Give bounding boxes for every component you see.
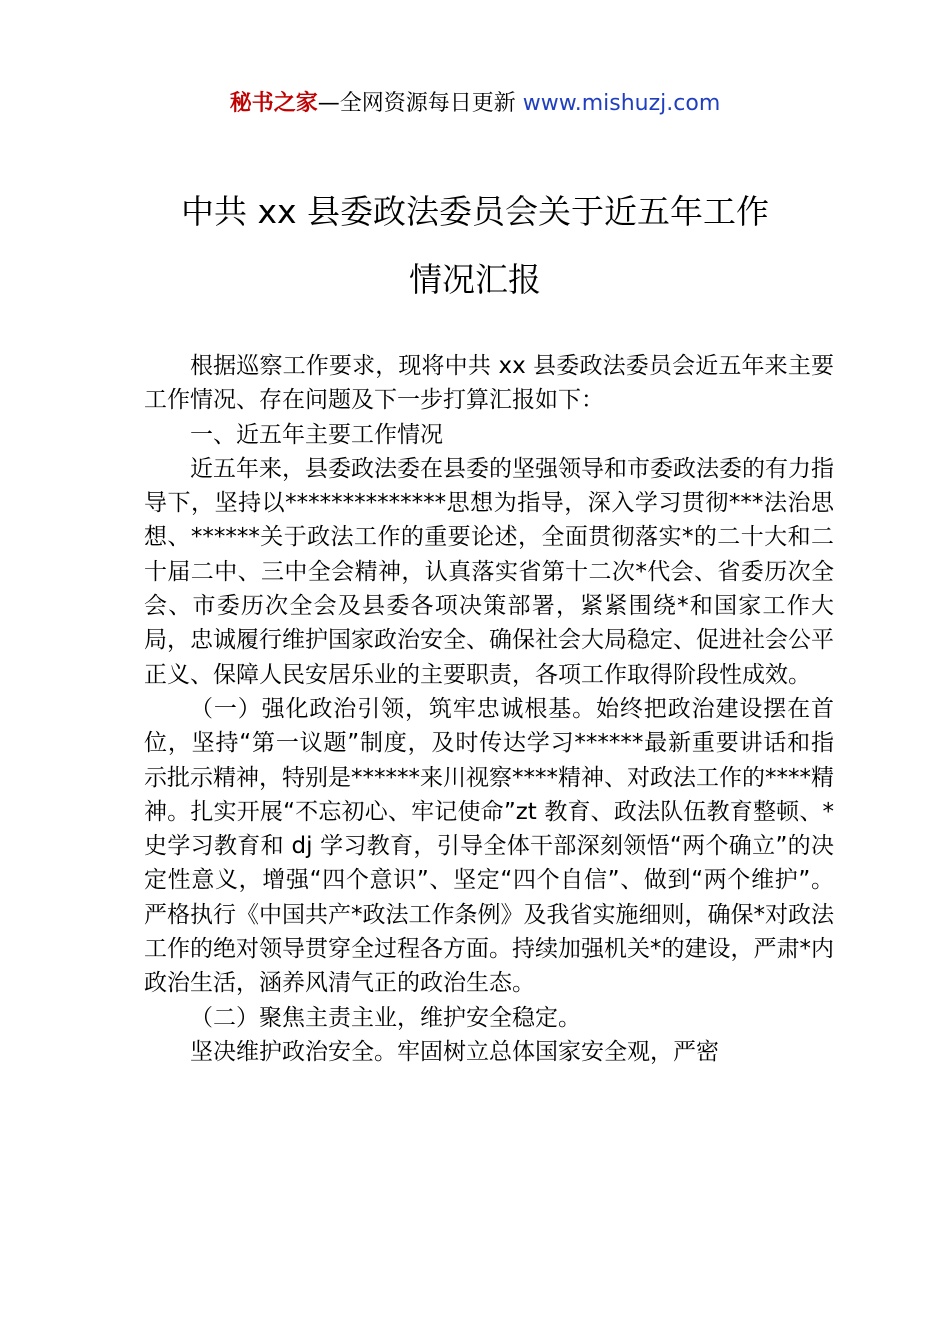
intro-paragraph: 根据巡察工作要求，现将中共 xx 县委政法委员会近五年来主要工作情况、存在问题及下一步打算汇报如下： xyxy=(144,353,834,414)
site-brand: 秘书之家 xyxy=(229,91,318,116)
subsection-heading-2: （二）聚焦主责主业，维护安全稳定。 xyxy=(190,1004,581,1031)
document-body xyxy=(144,349,834,1069)
section-heading-1: 一、近五年主要工作情况 xyxy=(190,421,443,448)
site-url-link[interactable]: www.mishuzj.com xyxy=(522,91,721,116)
body-paragraph: 近五年来，县委政法委在县委的坚强领导和市委政法委的有力指导下，坚持以**************思想为指导，深入学习贯彻***法治思想、******关于政法工作的重要论述，全面贯彻落实*的二十大和二十届二中、三中全会精神，认真落实省第十二次*代会、省委历次全会、市委历次全会及县委各项决策部署，紧紧围绕*和国家工作大局，忠诚履行维护国家政治安全、确保社会大局稳定、促进社会公平正义、保障人民安居乐业的主要职责，各项工作取得阶段性成效。 xyxy=(144,455,835,688)
site-tagline: —全网资源每日更新 xyxy=(317,91,523,116)
body-paragraph: 坚决维护政治安全。牢固树立总体国家安全观，严密 xyxy=(190,1038,719,1065)
document-title-line-1: 中共 xx 县委政法委员会关于近五年工作 xyxy=(180,192,770,231)
site-header xyxy=(0,88,950,120)
document-title-line-2: 情况汇报 xyxy=(409,260,541,299)
body-paragraph: （一）强化政治引领，筑牢忠诚根基。始终把政治建设摆在首位，坚持“第一议题”制度，及时传达学习******最新重要讲话和指示批示精神，特别是******来川视察****精神、对政法工作的****精神。扎实开展“不忘初心、牢记使命”zt 教育、政法队伍教育整顿、*史学习教育和 dj 学习教育，引导全体干部深刻领悟“两个确立”的决定性意义，增强“四个意识”、坚定“四个自信”、做到“两个维护”。严格执行《中国共产*政法工作条例》及我省实施细则，确保*对政法工作的绝对领导贯穿全过程各方面。持续加强机关*的建设，严肃*内政治生活，涵养风清气正的政治生态。 xyxy=(144,695,834,997)
